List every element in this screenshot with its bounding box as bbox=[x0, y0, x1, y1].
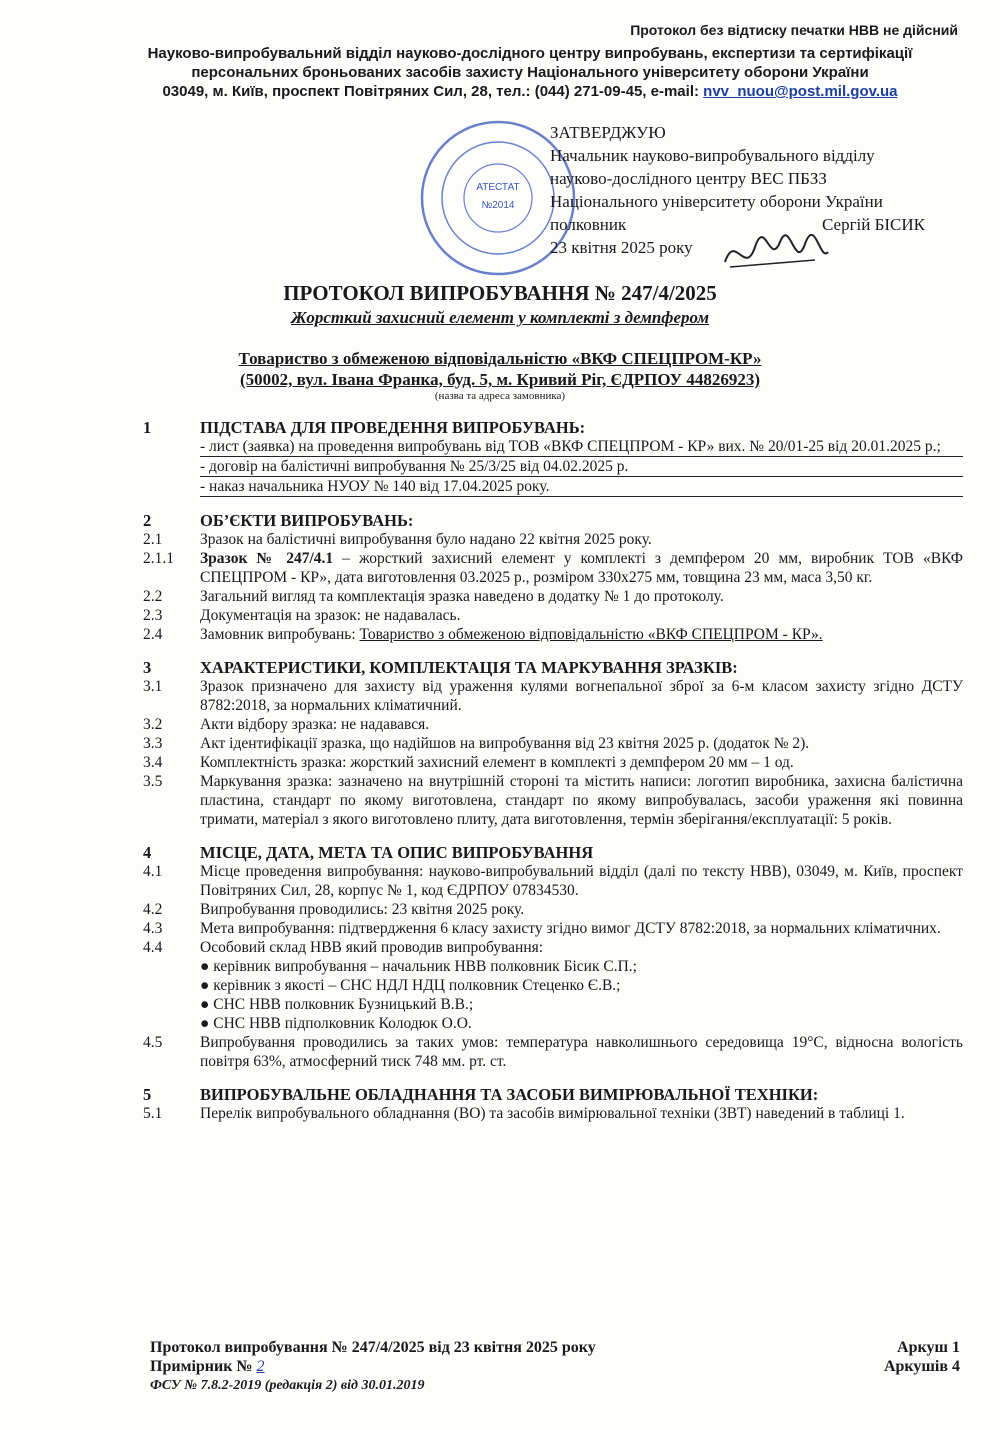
validity-notice: Протокол без відтиску печатки НВВ не дійсний bbox=[630, 22, 958, 38]
document-body bbox=[143, 418, 963, 1123]
staff-bullet-1: ● керівник випробування – начальник НВВ полковник Бісик С.П.; bbox=[200, 958, 637, 975]
signature bbox=[720, 222, 830, 282]
org-line-1: Науково-випробувальний відділ науково-дослідного центру випробувань, експертизи та сертифікації bbox=[147, 45, 913, 62]
section-2-heading: 2 ОБ’ЄКТИ ВИПРОБУВАНЬ: bbox=[143, 511, 414, 530]
item-2-1-1: 2.1.1 Зразок № 247/4.1 – жорсткий захисний елемент у комплекті з демпфером 20 мм, виробник ТОВ «ВКФ СПЕЦПРОМ - КР», дата виготовлення 03.2025 р., розміром 330х275 мм, товщина 23 мм, маса 3,50 кг. bbox=[143, 550, 963, 586]
item-2-2: 2.2 Загальний вигляд та комплектація зразка наведено в додатку № 1 до протоколу. bbox=[143, 588, 724, 605]
customer-address: (50002, вул. Івана Франка, буд. 5, м. Кривий Ріг, ЄДРПОУ 44826923) bbox=[239, 370, 761, 389]
item-4-4: 4.4 Особовий склад НВВ який проводив випробування: bbox=[143, 939, 544, 956]
org-line-3: 03049, м. Київ, проспект Повітряних Сил, 28, тел.: (044) 271-09-45, e-mail: nvv_nuou@post.mil.gov.ua bbox=[162, 83, 898, 100]
approval-line-3: науково-дослідного центру ВЕС ПБЗЗ bbox=[550, 169, 827, 188]
approval-line-4: Національного університету оборони України bbox=[550, 192, 883, 211]
item-4-2: 4.2 Випробування проводились: 23 квітня 2025 року. bbox=[143, 901, 525, 918]
staff-bullet-4: ● СНС НВВ підполковник Колодюк О.О. bbox=[200, 1015, 472, 1032]
protocol-subtitle: Жорсткий захисний елемент у комплекті з демпфером bbox=[290, 308, 710, 327]
basis-line-3: - наказ начальника НУОУ № 140 від 17.04.2025 року. bbox=[200, 477, 963, 497]
item-5-1: 5.1 Перелік випробувального обладнання (ВО) та засобів вимірювальної техніки (ЗВТ) наведений в таблиці 1. bbox=[143, 1105, 905, 1122]
item-2-3: 2.3 Документація на зразок: не надавалась. bbox=[143, 607, 461, 624]
customer-note: (назва та адреса замовника) bbox=[434, 390, 566, 402]
page-footer bbox=[150, 1338, 960, 1395]
copy-number: 2 bbox=[256, 1358, 265, 1375]
item-3-1: 3.1 Зразок призначено для захисту від ураження кулями вогнепальної зброї за 6-м класом захисту згідно ДСТУ 8782:2018, за нормальних кліматичний. bbox=[143, 678, 963, 714]
stamp-text-1: АТЕСТАТ bbox=[476, 182, 520, 193]
section-1-basis bbox=[143, 437, 963, 497]
basis-line-1: - лист (заявка) на проведення випробувань від ТОВ «ВКФ СПЕЦПРОМ - КР» вих. № 20/01-25 від 20.01.2025 р.; bbox=[200, 437, 963, 457]
item-3-2: 3.2 Акти відбору зразка: не надавався. bbox=[143, 716, 430, 733]
approval-rank: полковник bbox=[550, 215, 627, 234]
footer-copy: Примірник № 2 bbox=[150, 1358, 265, 1375]
item-3-3: 3.3 Акт ідентифікації зразка, що надійшов на випробування від 23 квітня 2025 р. (додаток № 2). bbox=[143, 735, 810, 752]
customer-name: Товариство з обмеженою відповідальністю «ВКФ СПЕЦПРОМ-КР» bbox=[238, 349, 762, 368]
approval-line-1: ЗАТВЕРДЖУЮ bbox=[550, 123, 666, 142]
item-4-1: 4.1 Місце проведення випробування: науково-випробувальний відділ (далі по тексту НВВ), 03049, м. Київ, проспект Повітряних Сил, 28, корпус № 1, код ЄДРПОУ 07834530. bbox=[143, 863, 963, 899]
item-4-3: 4.3 Мета випробування: підтвердження 6 класу захисту згідно вимог ДСТУ 8782:2018, за нормальних кліматичних. bbox=[143, 920, 941, 937]
org-line-2: персональних броньованих засобів захисту Національного університету оборони України bbox=[191, 64, 869, 81]
basis-line-2: - договір на балістичні випробування № 25/3/25 від 04.02.2025 р. bbox=[200, 457, 963, 477]
item-4-5: 4.5 Випробування проводились за таких умов: температура навколишнього середовища 19°С, відносна вологість повітря 63%, атмосферний тиск 748 мм. рт. ст. bbox=[143, 1034, 963, 1070]
section-4-heading: 4 МІСЦЕ, ДАТА, МЕТА ТА ОПИС ВИПРОБУВАННЯ bbox=[143, 843, 594, 862]
organization-header bbox=[100, 44, 960, 101]
customer-block bbox=[0, 348, 1000, 390]
footer-fsu: ФСУ № 7.8.2-2019 (редакція 2) від 30.01.2019 bbox=[150, 1378, 425, 1393]
staff-bullet-3: ● СНС НВВ полковник Бузницький В.В.; bbox=[200, 996, 474, 1013]
item-2-1: 2.1 Зразок на балістичні випробування було надано 22 квітня 2025 року. bbox=[143, 531, 652, 548]
item-3-5: 3.5 Маркування зразка: зазначено на внутрішній стороні та містить написи: логотип виробника, захисна балістична пластина, стандарт по якому виготовлена, стандарт по якому випробувалась, засоби ураження які повинна тримати, матеріал з якого виготовлено плиту, дата виготовлення, термін зберігання/експлуатації: 5 років. bbox=[143, 773, 963, 828]
stamp-text-2: №2014 bbox=[481, 200, 515, 211]
footer-sheet: Аркуш 1 bbox=[897, 1339, 960, 1356]
item-3-4: 3.4 Комплектність зразка: жорсткий захисний елемент в комплекті з демпфером 20 мм – 1 од. bbox=[143, 754, 794, 771]
section-3-heading: 3 ХАРАКТЕРИСТИКИ, КОМПЛЕКТАЦІЯ ТА МАРКУВАННЯ ЗРАЗКІВ: bbox=[143, 658, 738, 677]
section-5-heading: 5 ВИПРОБУВАЛЬНЕ ОБЛАДНАННЯ ТА ЗАСОБИ ВИМІРЮВАЛЬНОЇ ТЕХНІКИ: bbox=[143, 1085, 819, 1104]
footer-protocol: Протокол випробування № 247/4/2025 від 23 квітня 2025 року bbox=[150, 1339, 596, 1356]
approval-line-2: Начальник науково-випробувального відділу bbox=[550, 146, 875, 165]
approval-name: Сергій БІСИК bbox=[821, 215, 925, 234]
footer-sheets: Аркушів 4 bbox=[883, 1358, 960, 1375]
email-link[interactable]: nvv_nuou@post.mil.gov.ua bbox=[703, 83, 898, 100]
staff-bullet-2: ● керівник з якості – СНС НДЛ НДЦ полковник Стеценко Є.В.; bbox=[200, 977, 621, 994]
protocol-title: ПРОТОКОЛ ВИПРОБУВАННЯ № 247/4/2025 bbox=[283, 281, 717, 305]
section-1-heading: 1 ПІДСТАВА ДЛЯ ПРОВЕДЕННЯ ВИПРОБУВАНЬ: bbox=[143, 418, 586, 437]
approval-date: 23 квітня 2025 року bbox=[550, 238, 693, 257]
item-2-4: 2.4 Замовник випробувань: Товариство з обмеженою відповідальністю «ВКФ СПЕЦПРОМ - КР». bbox=[143, 626, 823, 643]
